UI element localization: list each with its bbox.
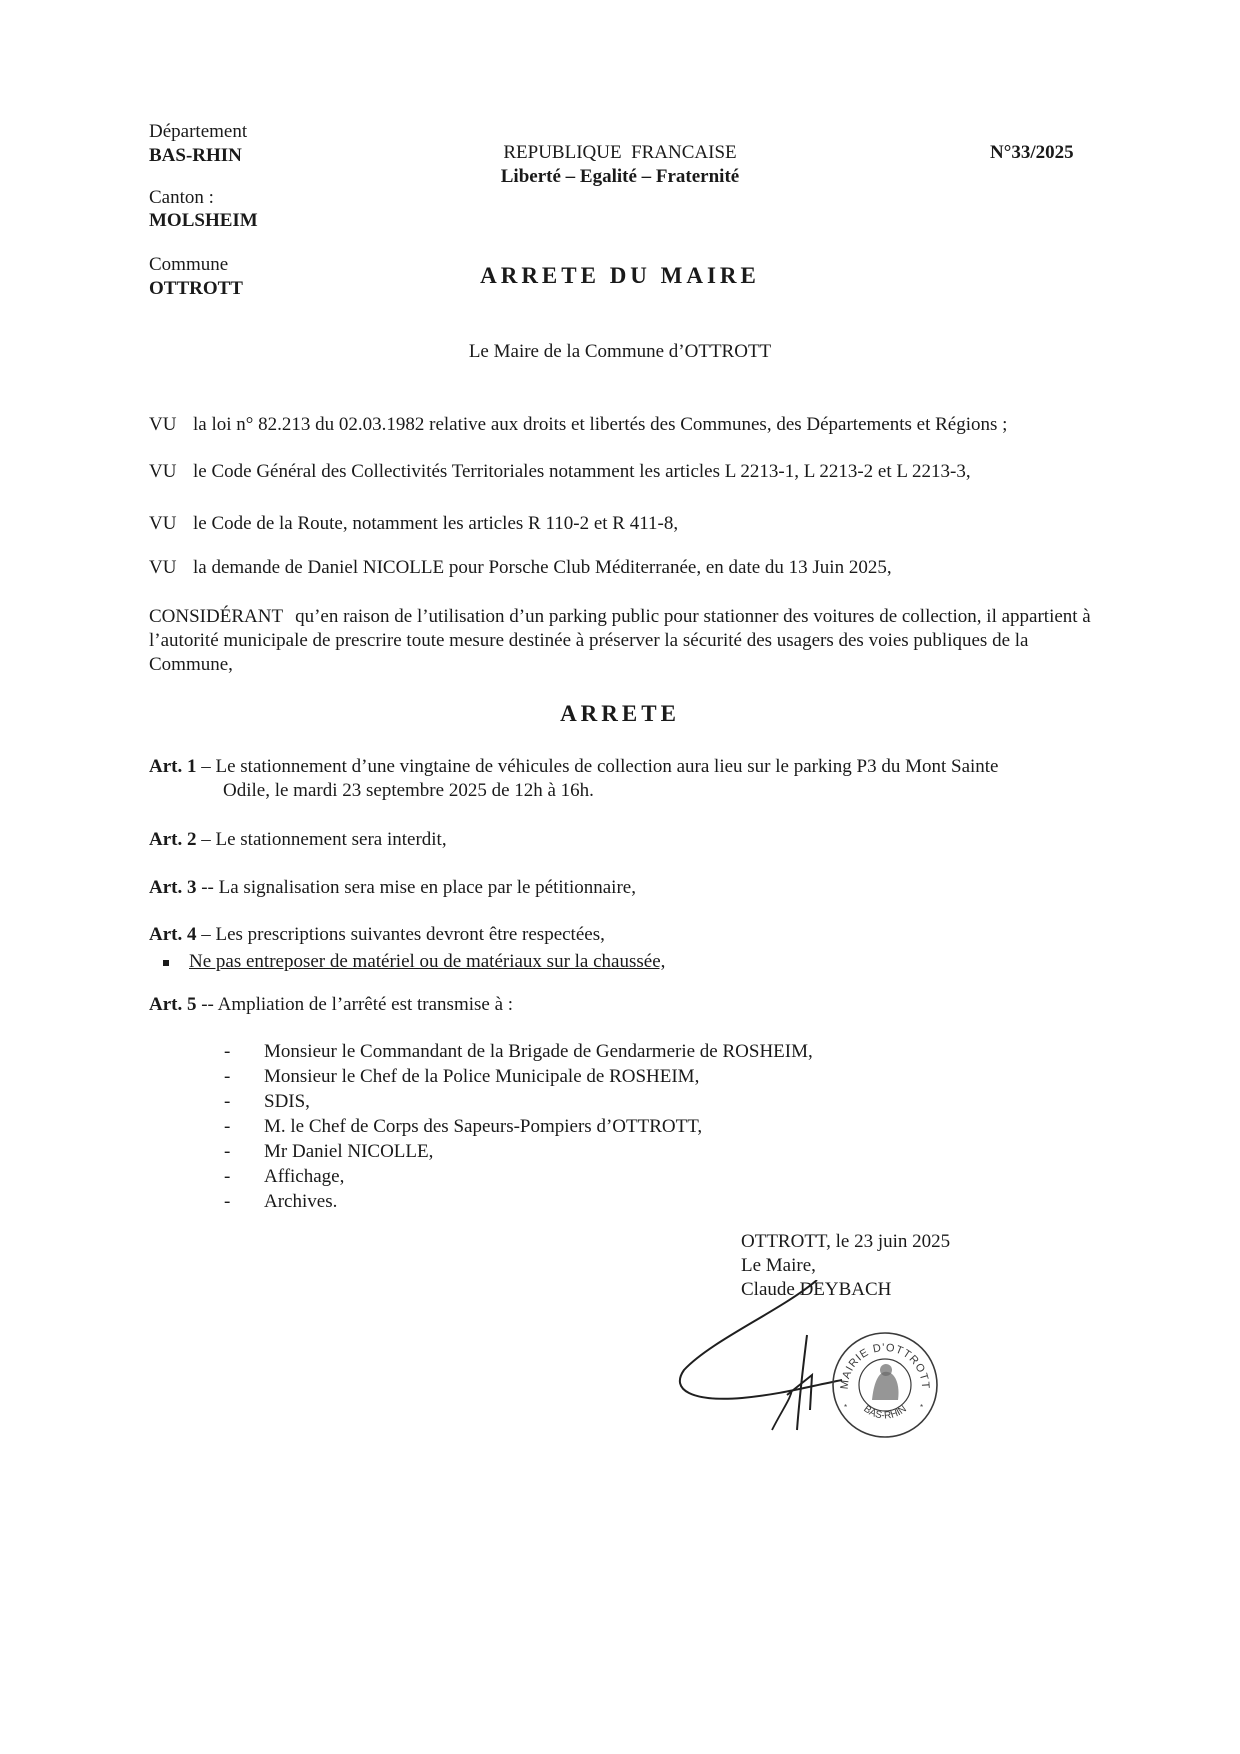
considerant-key: CONSIDÉRANT <box>149 606 284 627</box>
decree-number: N°33/2025 <box>990 142 1074 163</box>
republic-header <box>430 141 810 189</box>
recipient-text: Monsieur le Chef de la Police Municipale de ROSHEIM, <box>264 1066 700 1087</box>
vu-key: VU <box>149 557 177 578</box>
vu-key: VU <box>149 513 177 534</box>
signer-role: Le Maire, <box>741 1254 816 1276</box>
list-item <box>224 1040 924 1065</box>
article-text: Les prescriptions suivantes devront être respectées, <box>215 924 605 945</box>
article-sep: – <box>196 924 216 945</box>
republic-name: REPUBLIQUE FRANCAISE <box>503 142 737 163</box>
dash-bullet: - <box>224 1191 231 1212</box>
departement-label: Département <box>149 121 248 142</box>
article-label: Art. 3 <box>149 877 197 898</box>
vu-line-3 <box>149 512 1109 536</box>
prescription-item <box>163 950 863 974</box>
article-1 <box>149 755 1099 803</box>
article-text: Ampliation de l’arrêté est transmise à : <box>217 994 514 1015</box>
svg-text:BAS-RHIN: BAS-RHIN <box>861 1403 909 1422</box>
svg-text:*: * <box>844 1403 848 1412</box>
recipient-text: Mr Daniel NICOLLE, <box>264 1141 434 1162</box>
recipient-text: Archives. <box>264 1191 338 1212</box>
list-item <box>224 1190 924 1215</box>
recipient-text: SDIS, <box>264 1091 310 1112</box>
svg-text:*: * <box>920 1403 924 1412</box>
list-item <box>224 1140 924 1165</box>
vu-text: le Code Général des Collectivités Territoriales notamment les articles L 2213-1, L 2213-2 et L 2213-3, <box>193 461 971 482</box>
canton-label: Canton : <box>149 186 214 208</box>
administrative-block <box>149 120 449 319</box>
list-item <box>224 1065 924 1090</box>
article-sep: -- <box>196 994 218 1015</box>
dash-bullet: - <box>224 1166 231 1187</box>
commune-label: Commune <box>149 254 229 275</box>
signer-name: Claude DEYBACH <box>741 1278 892 1300</box>
dash-bullet: - <box>224 1041 231 1062</box>
dash-bullet: - <box>224 1091 231 1112</box>
svg-text:MAIRIE D'OTTROTT: MAIRIE D'OTTROTT <box>838 1341 932 1390</box>
commune-value: OTTROTT <box>149 277 243 299</box>
article-label: Art. 4 <box>149 924 197 945</box>
vu-text: la loi n° 82.213 du 02.03.1982 relative aux droits et libertés des Communes, des Départements et Régions ; <box>193 414 1008 435</box>
considerant-paragraph <box>149 605 1093 676</box>
vu-text: la demande de Daniel NICOLLE pour Porsche Club Méditerranée, en date du 13 Juin 2025, <box>193 557 892 578</box>
article-text: La signalisation sera mise en place par le pétitionnaire, <box>218 877 636 898</box>
list-item <box>224 1165 924 1190</box>
article-text-continuation: Odile, le mardi 23 septembre 2025 de 12h à 16h. <box>223 779 594 801</box>
dash-bullet: - <box>224 1141 231 1162</box>
canton-value: MOLSHEIM <box>149 210 258 232</box>
recipient-text: M. le Chef de Corps des Sapeurs-Pompiers d’OTTROTT, <box>264 1116 703 1137</box>
article-sep: -- <box>196 877 219 898</box>
arrete-heading: ARRETE <box>560 701 680 726</box>
recipients-list <box>224 1040 924 1215</box>
place-date: OTTROTT, le 23 juin 2025 <box>741 1231 951 1252</box>
vu-text: le Code de la Route, notamment les articles R 110-2 et R 411-8, <box>193 513 679 534</box>
recipient-text: Affichage, <box>264 1166 345 1187</box>
article-5 <box>149 993 1099 1017</box>
vu-line-2 <box>149 460 1109 484</box>
vu-key: VU <box>149 461 177 482</box>
article-label: Art. 2 <box>149 829 197 850</box>
vu-line-4 <box>149 556 1109 580</box>
article-4 <box>149 923 1099 947</box>
article-text: Le stationnement sera interdit, <box>215 829 447 850</box>
republic-motto: Liberté – Egalité – Fraternité <box>500 165 740 187</box>
page-title: ARRETE DU MAIRE <box>480 263 760 288</box>
prescription-text: Ne pas entreposer de matériel ou de matériaux sur la chaussée, <box>189 951 666 972</box>
vu-line-1 <box>149 413 1109 437</box>
list-item <box>224 1115 924 1140</box>
dash-bullet: - <box>224 1116 231 1137</box>
square-bullet-icon <box>163 960 169 966</box>
mayor-line: Le Maire de la Commune d’OTTROTT <box>468 341 772 362</box>
recipient-text: Monsieur le Commandant de la Brigade de Gendarmerie de ROSHEIM, <box>264 1041 813 1062</box>
article-sep: – <box>196 829 216 850</box>
list-item <box>224 1090 924 1115</box>
article-label: Art. 1 <box>149 756 197 777</box>
article-sep: – <box>196 756 216 777</box>
article-2 <box>149 828 1099 852</box>
article-3 <box>149 876 1099 900</box>
considerant-text: qu’en raison de l’utilisation d’un parking public pour stationner des voitures de collection, il appartient à l’autorité municipale de prescrire toute mesure destinée à préserver la sécurité des usagers des voies publiques de la Commune, <box>149 606 1091 675</box>
vu-key: VU <box>149 414 177 435</box>
article-text: Le stationnement d’une vingtaine de véhicules de collection aura lieu sur le parking P3 du Mont Sainte <box>215 756 999 777</box>
departement-value: BAS-RHIN <box>149 144 242 166</box>
dash-bullet: - <box>224 1066 231 1087</box>
municipal-stamp <box>830 1330 940 1440</box>
article-label: Art. 5 <box>149 994 197 1015</box>
